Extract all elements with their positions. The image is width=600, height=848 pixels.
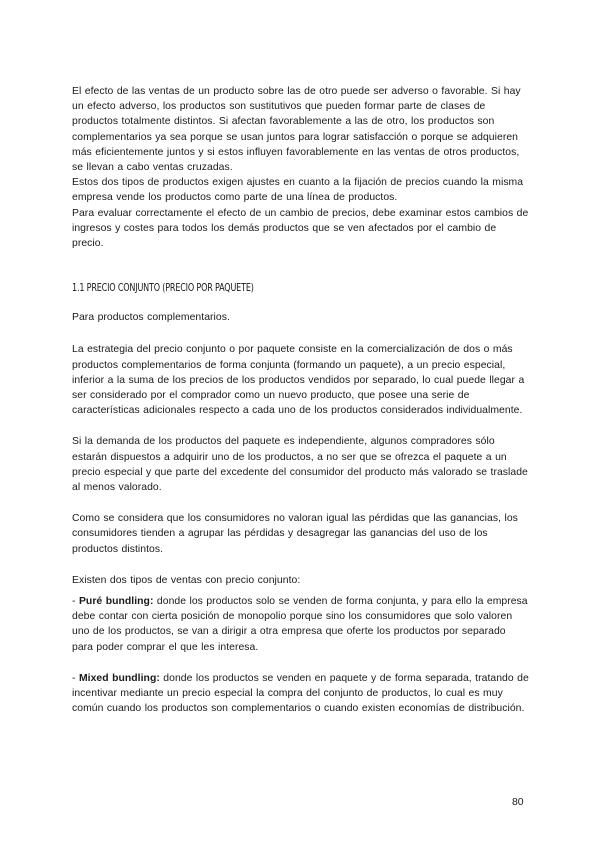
page-number: 80 [512, 797, 524, 808]
paragraph-complementarios: Para productos complementarios. [72, 312, 230, 324]
section-heading: 1.1 PRECIO CONJUNTO (PRECIO POR PAQUETE) [72, 282, 254, 295]
page-content [72, 84, 530, 717]
intro-paragraph-evaluar: Para evaluar correctamente el efecto de un cambio de precios, debe examinar estos cambios de ingresos y costes para todos los demás productos que se ven afectados por el cambio de precio. [72, 207, 529, 250]
list-item-mixed-bundling [72, 671, 530, 717]
list-bullet: - [72, 596, 79, 608]
definition-mixed-bundling: donde los productos se venden en paquete y de forma separada, tratando de incentivar mediante un precio especial la compra del conjunto de productos, lo cual es muy común cuando los productos son complementarios o cuando existen economías de distribución. [72, 672, 529, 715]
term-mixed-bundling: Mixed bundling: [78, 672, 160, 684]
paragraph-estrategia: La estrategia del precio conjunto o por paquete consiste en la comercialización de dos o más productos complementarios de forma conjunta (formando un paquete), a un precio especial, inferior a la suma de los precios de los productos vendidos por separado, lo cual puede llegar a ser considerado por el comprador como un nuevo producto, que posee una serie de características adicionales respecto a cada uno de los productos considerados individualmente. [72, 344, 525, 417]
intro-paragraph-tipos: Estos dos tipos de productos exigen ajustes en cuanto a la fijación de precios cuando la misma empresa vende los productos como parte de una línea de productos. [72, 177, 524, 204]
term-pure-bundling: Puré bundling: [78, 596, 154, 608]
list-bullet: - [72, 672, 79, 684]
paragraph-consumidores: Como se considera que los consumidores no valoran igual las pérdidas que las ganancias, los consumidores tienden a agrupar las pérdidas y desagregar las ganancias del uso de los productos distintos. [72, 513, 518, 555]
definition-pure-bundling: donde los productos solo se venden de forma conjunta, y para ello la empresa debe contar con cierta posición de monopolio porque sino los consumidores que solo valoren uno de los productos, se van a dirigir a otra empresa que oferte los productos por separado para poder comprar el que les interesa. [72, 596, 528, 653]
paragraph-tipos-ventas: Existen dos tipos de ventas con precio conjunto: [72, 574, 301, 586]
paragraph-demanda: Si la demanda de los productos del paquete es independiente, algunos compradores sólo estarán dispuestos a adquirir uno de los productos, a no ser que se ofrezca el paquete a un precio especial y que parte del excedente del consumidor del producto más valorado se traslade al menos valorado. [72, 436, 528, 494]
intro-paragraph-efecto: El efecto de las ventas de un producto sobre las de otro puede ser adverso o favorable. Si hay un efecto adverso, los productos son sustitutivos que pueden formar parte de clases de productos totalmente distintos. Si afectan favorablemente a las de otro, los productos son complementarios ya sea porque se usan juntos para lograr satisfacción o porque se adquieren más eficientemente juntos y si estos influyen favorablemente en las ventas de otros productos, se llevan a cabo ventas cruzadas. [72, 86, 521, 174]
list-item-pure-bundling [72, 594, 530, 655]
